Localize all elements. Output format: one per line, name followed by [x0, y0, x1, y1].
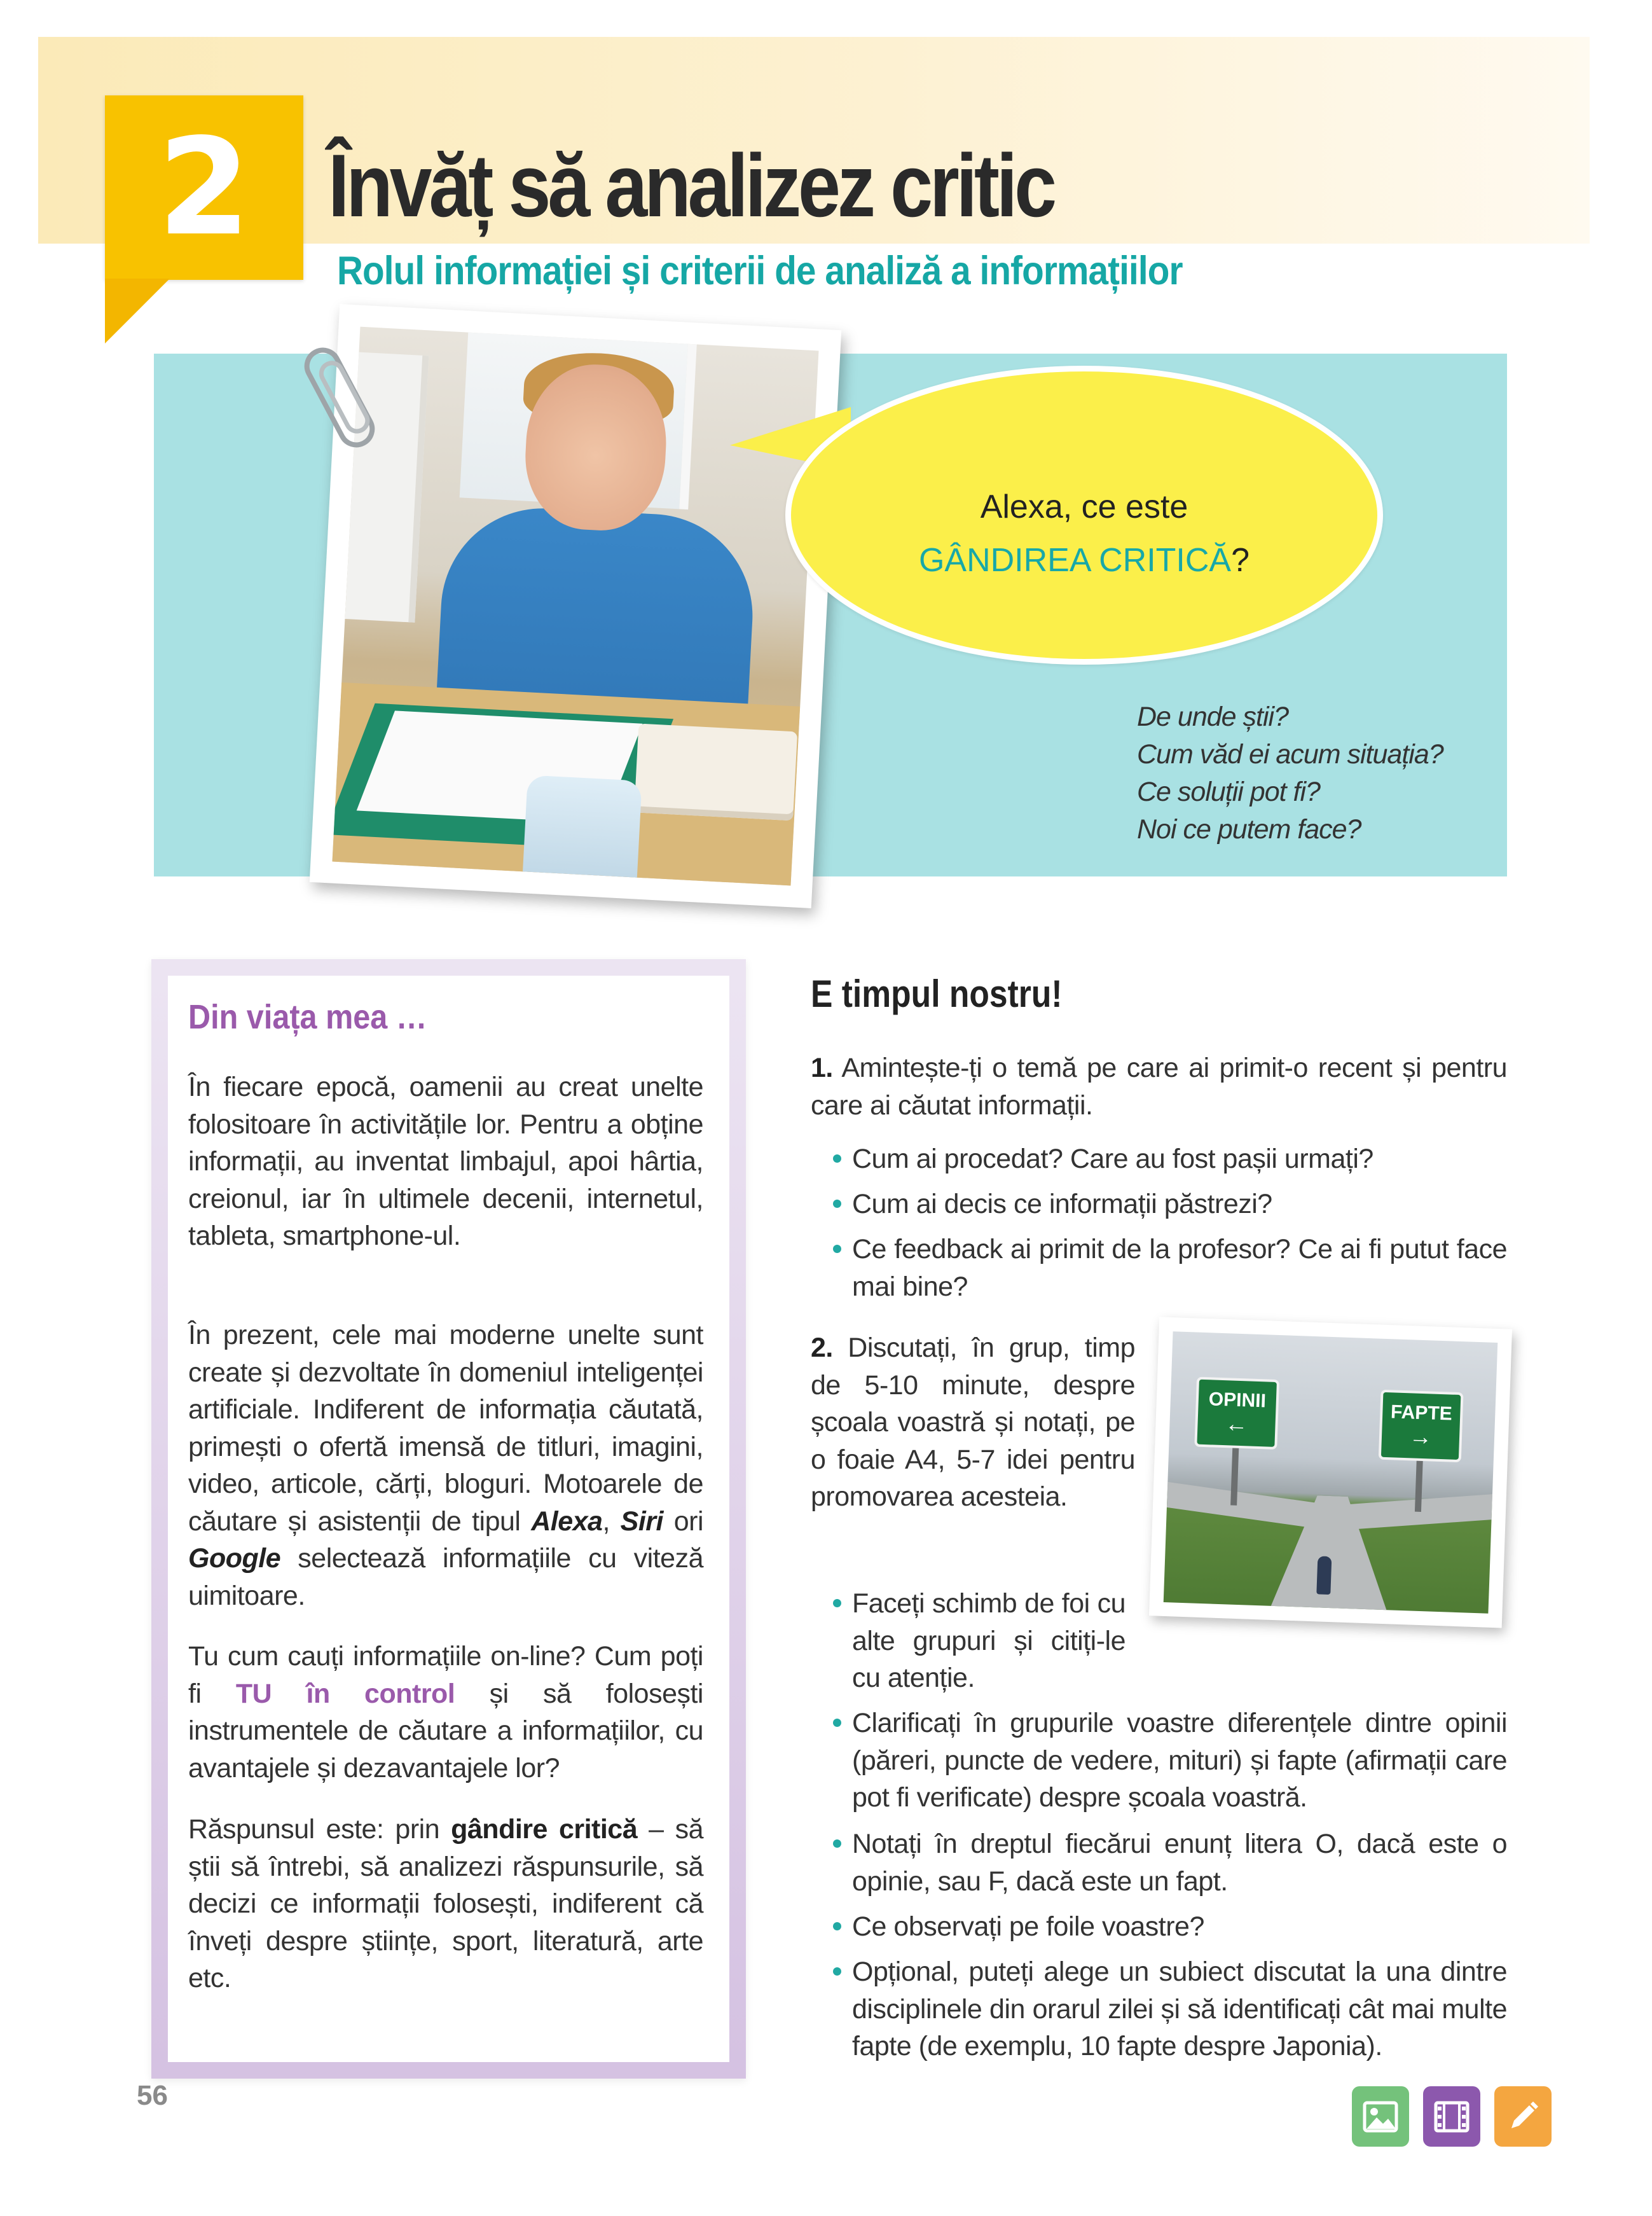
- sign-fapte: [1379, 1390, 1464, 1462]
- side-p2-sep-2: ori: [663, 1506, 703, 1537]
- side-paragraph-3: [188, 1638, 703, 1787]
- student-photo: [310, 304, 842, 908]
- side-p4-text-b: – să știi să întrebi, să analizezi răspunsurile, să decizi ce informații folosești, indiferent că înveți despre științe, sport, literatură, arte etc.: [188, 1814, 703, 1993]
- photo-smart-speaker: [522, 775, 642, 885]
- bubble-highlight: GÂNDIREA CRITICĂ: [918, 542, 1232, 579]
- bullet-dot: [833, 1719, 841, 1727]
- side-p2-text-a: În prezent, cele mai moderne unelte sunt create și dezvoltate în domeniul inteligenței artificiale. Indiferent de informația căutată, primești o ofertă imensă de titluri, imagini, video, articole, cărți, bloguri. Motoarele de căutare și asistenții de tipul: [188, 1320, 703, 1537]
- task-1-number: 1.: [811, 1053, 833, 1083]
- crossroads-photo: [1149, 1317, 1512, 1628]
- sign-opinii: [1194, 1377, 1279, 1450]
- task-2-bullet: Ce observați pe foile voastre?: [852, 1911, 1204, 1942]
- hero-question: De unde știi?: [1137, 702, 1288, 732]
- task-2-text: Discutați, în grup, timp de 5-10 minute, despre școala voastră și notați, pe o foaie A4, 5-7 idei pentru promovarea acesteia.: [811, 1333, 1135, 1512]
- chapter-flag: [105, 95, 303, 280]
- side-p4-bold: gândire critică: [451, 1814, 638, 1845]
- side-p2-text-b: selectează informațiile cu viteză uimitoare.: [188, 1543, 703, 1611]
- hero-question: Cum văd ei acum situația?: [1137, 739, 1443, 770]
- bullet-dot: [833, 1245, 841, 1253]
- bubble-question-mark: ?: [1231, 542, 1250, 579]
- road-left-branch: [1167, 1482, 1326, 1530]
- bullet-dot: [833, 1599, 841, 1607]
- arrow-left-icon: ←: [1224, 1410, 1249, 1437]
- video-icon[interactable]: [1423, 2086, 1480, 2147]
- person-figure: [1316, 1556, 1332, 1595]
- bubble-line-2: [785, 534, 1383, 587]
- crossroads-scene: [1164, 1331, 1498, 1614]
- keyword-google: Google: [188, 1543, 281, 1574]
- sign-fapte-label: FAPTE: [1390, 1401, 1453, 1425]
- side-paragraph-1: În fiecare epocă, oamenii au creat unelte folositoare în activitățile lor. Pentru a obține informații, au inventat limbajul, apoi hârtia, creionul, iar în ultimele decenii, internetul, tableta, smartphone-ul.: [188, 1072, 703, 1251]
- pencil-icon[interactable]: [1494, 2086, 1552, 2147]
- page-title: Învăț să analizez critic: [328, 135, 1054, 235]
- side-p3-text-a: Tu cum cauți informațiile on-line? Cum poți fi: [188, 1641, 703, 1709]
- keyword-siri: Siri: [620, 1506, 663, 1537]
- chapter-number: 2: [157, 109, 251, 265]
- bullet-dot: [833, 1922, 841, 1930]
- task-2-number: 2.: [811, 1333, 833, 1363]
- side-p3-text-b: și să folosești instrumentele de căutare a informațiilor, cu avantajele și dezavantajele lor?: [188, 1678, 703, 1783]
- keyword-alexa: Alexa: [531, 1506, 603, 1537]
- hero-questions: [1137, 698, 1443, 848]
- task-2-bullet: Notați în dreptul fiecărui enunț litera O, dacă este o opinie, sau F, dacă este un fapt.: [852, 1829, 1507, 1897]
- task-2-bullet: Clarificați în grupurile voastre diferențele dintre opinii (păreri, puncte de vedere, mituri) și fapte (afirmații care pot fi verificate) despre școala voastră.: [852, 1708, 1507, 1813]
- arrow-right-icon: →: [1408, 1423, 1433, 1450]
- hero-question: Ce soluții pot fi?: [1137, 777, 1320, 807]
- side-p3-highlight: TU în control: [235, 1678, 455, 1709]
- bullet-dot: [833, 1967, 841, 1976]
- hero-question: Noi ce putem face?: [1137, 814, 1361, 845]
- task-1-bullet: Ce feedback ai primit de la profesor? Ce ai fi putut face mai bine?: [852, 1234, 1507, 1302]
- image-icon[interactable]: [1352, 2086, 1409, 2147]
- task-2: [811, 1329, 1135, 1516]
- chapter-flag-tail: [105, 279, 170, 343]
- task-1: [811, 1049, 1507, 1124]
- sign-opinii-label: OPINII: [1208, 1388, 1267, 1412]
- section-title: E timpul nostru!: [811, 973, 1063, 1015]
- bullet-dot: [833, 1200, 841, 1208]
- page-number: 56: [137, 2080, 168, 2111]
- side-p4-text-a: Răspunsul este: prin: [188, 1814, 451, 1845]
- photo-book: [634, 723, 797, 821]
- task-2-bullet: Opțional, puteți alege un subiect discutat la una dintre disciplinele din orarul zilei și să identificați cât mai multe fapte (de exemplu, 10 fapte despre Japonia).: [852, 1956, 1507, 2061]
- task-1-text: Amintește-ți o temă pe care ai primit-o recent și pentru care ai căutat informații.: [811, 1053, 1507, 1121]
- speech-bubble-text: [785, 480, 1383, 587]
- side-p2-sep-1: ,: [602, 1506, 621, 1537]
- bubble-line-1: Alexa, ce este: [980, 488, 1188, 525]
- side-paragraph-4: [188, 1811, 703, 1997]
- task-1-bullet: Cum ai decis ce informații păstrezi?: [852, 1189, 1272, 1219]
- task-2-bullet: Faceți schimb de foi cu alte grupuri și citiți-le cu atenție.: [852, 1588, 1125, 1693]
- bullet-dot: [833, 1154, 841, 1163]
- bullet-dot: [833, 1839, 841, 1848]
- page-subtitle: Rolul informației și criterii de analiză a informațiilor: [337, 249, 1183, 293]
- side-box-title: Din viața mea …: [188, 998, 427, 1036]
- task-1-bullet: Cum ai procedat? Care au fost pașii urmați?: [852, 1144, 1373, 1174]
- side-paragraph-2: [188, 1317, 703, 1614]
